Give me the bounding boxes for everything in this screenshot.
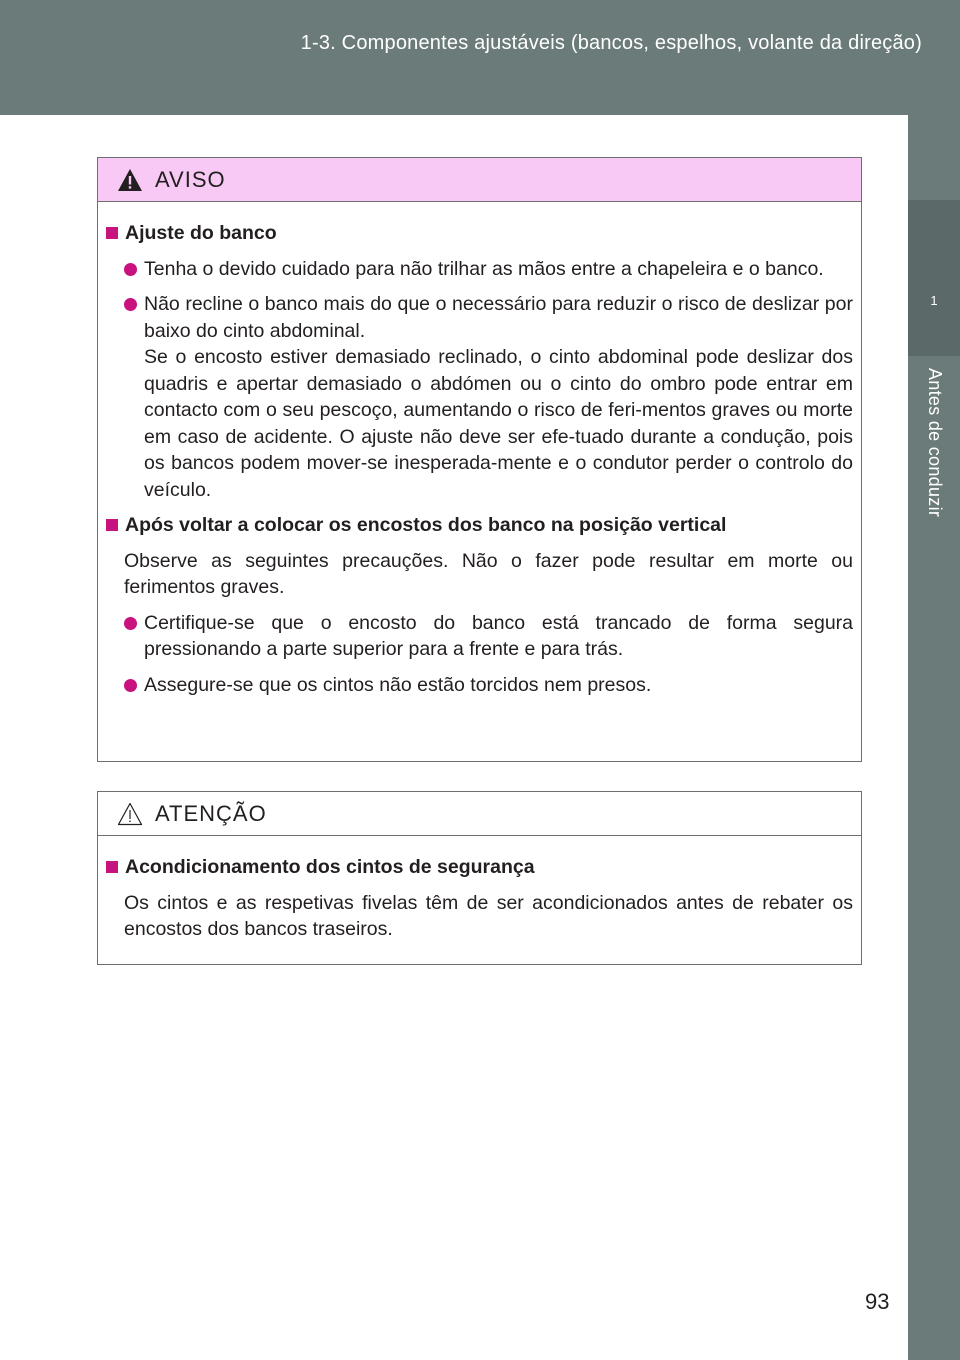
list-item-text: Não recline o banco mais do que o necessário para reduzir o risco de deslizar por baixo do cinto abdominal. — [144, 293, 853, 342]
section-heading-text: Ajuste do banco — [125, 222, 277, 244]
chapter-name: Antes de conduzir — [925, 368, 945, 518]
round-bullet-icon — [124, 298, 137, 311]
notice-label: ATENÇÃO — [155, 800, 267, 826]
section-heading-text: Acondicionamento dos cintos de segurança — [125, 856, 535, 878]
list-item-text: Certifique-se que o encosto do banco está trancado de forma segura pressionando a parte superior para a frente e para trás. — [144, 611, 853, 660]
section-intro: Os cintos e as respetivas fivelas têm de ser acondicionados antes de rebater os encostos dos bancos traseiros. — [124, 891, 853, 940]
warning-label: AVISO — [155, 166, 226, 192]
notice-box-header — [98, 792, 861, 836]
round-bullet-icon — [124, 617, 137, 630]
list-item — [98, 610, 853, 663]
warning-triangle-outline-icon — [117, 802, 143, 826]
section-intro: Observe as seguintes precauções. Não o fazer pode resultar em morte ou ferimentos graves. — [124, 549, 853, 598]
list-item — [98, 672, 853, 699]
square-bullet-icon — [106, 519, 118, 531]
warning-box-body — [98, 202, 861, 698]
chapter-number: 1 — [930, 293, 938, 308]
page-number: 93 — [865, 1289, 890, 1314]
list-item-continuation: Se o encosto estiver demasiado reclinado, o cinto abdominal pode deslizar dos quadris e apertar demasiado o abdómen ou o cinto do ombro pode entrar em contacto com o seu pescoço, aumentando o risco de feri-mentos graves ou morte em caso de acidente. O ajuste não deve ser efe-tuado durante a condução, pois os bancos podem mover-se inesperada-mente e o condutor perder o controlo do veículo. — [144, 346, 853, 501]
list-item — [98, 256, 853, 283]
notice-box-body — [98, 836, 861, 943]
round-bullet-icon — [124, 263, 137, 276]
section-heading — [106, 854, 853, 881]
warning-box — [97, 157, 862, 762]
list-item-text: Tenha o devido cuidado para não trilhar as mãos entre a chapeleira e o banco. — [144, 257, 824, 280]
list-item — [98, 291, 853, 503]
square-bullet-icon — [106, 227, 118, 239]
section-heading — [106, 220, 853, 247]
section-title: 1-3. Componentes ajustáveis (bancos, espelhos, volante da direção) — [300, 32, 922, 54]
warning-box-header — [98, 158, 861, 202]
list-item-text: Assegure-se que os cintos não estão torcidos nem presos. — [144, 673, 652, 696]
section-heading — [106, 512, 853, 539]
round-bullet-icon — [124, 679, 137, 692]
notice-box — [97, 791, 862, 965]
square-bullet-icon — [106, 861, 118, 873]
chapter-marker — [908, 200, 960, 356]
section-heading-text: Após voltar a colocar os encostos dos banco na posição vertical — [125, 514, 727, 536]
page-header — [0, 0, 960, 115]
warning-triangle-filled-icon — [117, 168, 143, 192]
